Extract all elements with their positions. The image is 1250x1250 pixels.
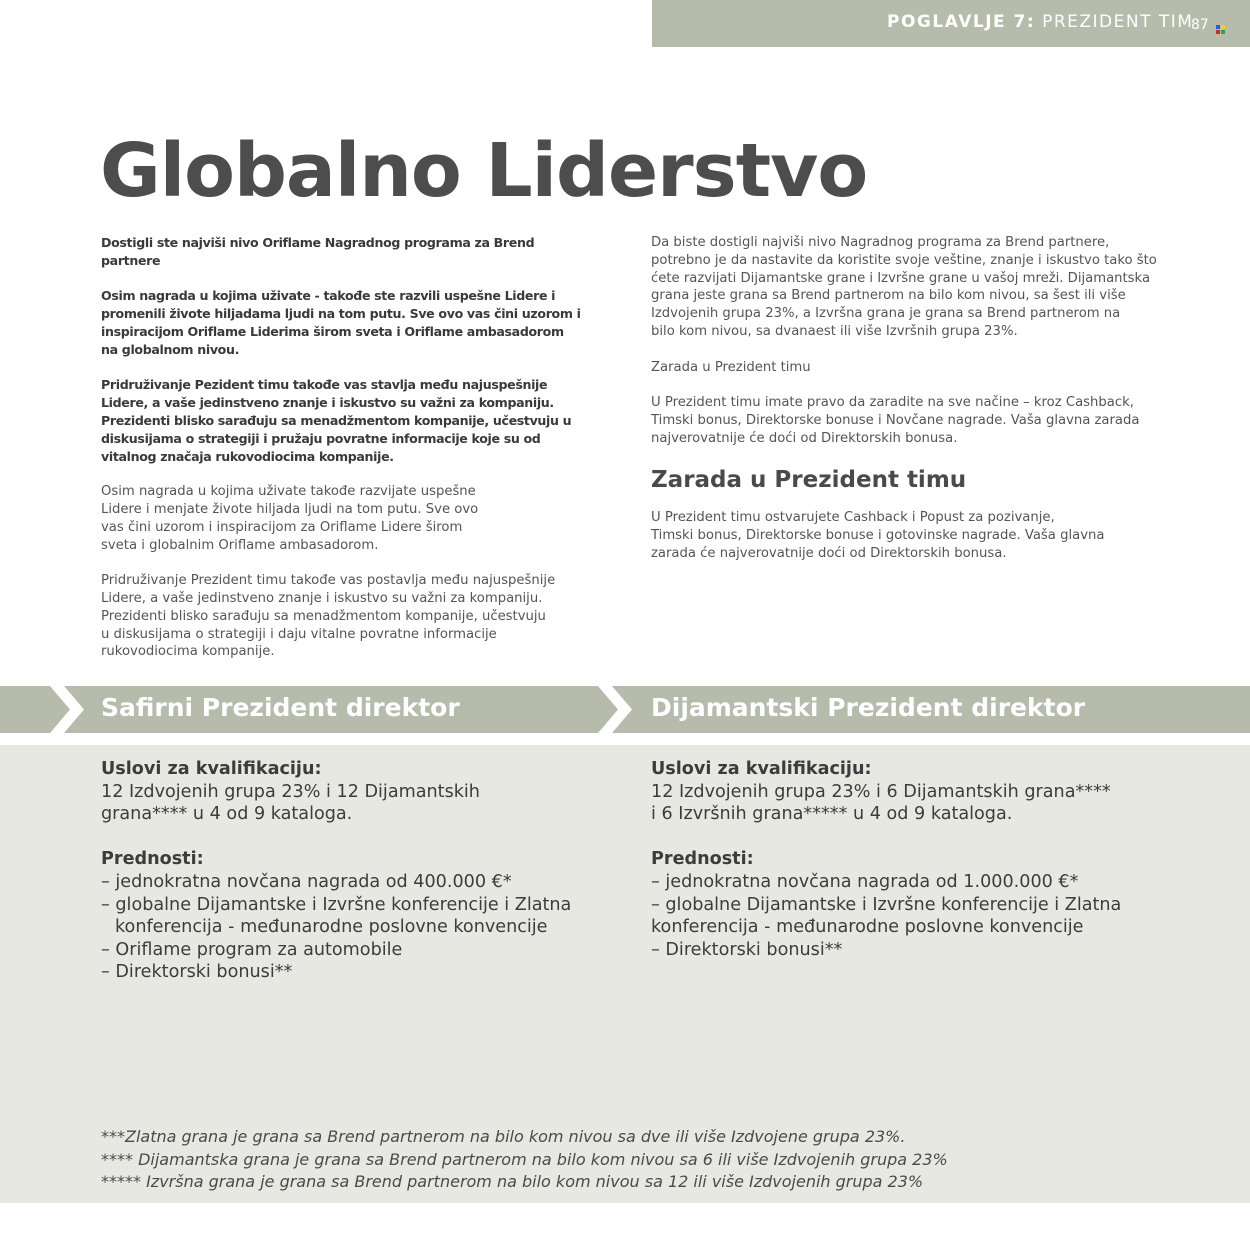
benefit-line: – globalne Dijamantske i Izvršne konferencije i Zlatna	[101, 894, 572, 915]
right-paragraph-4	[651, 509, 1161, 562]
sapphire-benefits-heading: Prednosti:	[101, 849, 204, 870]
condition-line: 12 Izdvojenih grupa 23% i 6 Dijamantskih grana****	[651, 781, 1111, 802]
sapphire-title: Safirni Prezident direktor	[101, 693, 460, 722]
sapphire-conditions-heading: Uslovi za kvalifikaciju:	[101, 759, 322, 779]
diamond-qualification	[651, 758, 1171, 961]
condition-line: i 6 Izvršnih grana***** u 4 od 9 kataloga.	[651, 804, 1013, 825]
benefit-line: konferencija - međunarodne poslovne konvencije	[651, 917, 1084, 938]
intro-paragraph-bold-2: Osim nagrada u kojima uživate - takođe ste razvili uspešne Lidere i promenili živote hiljadama ljudi na tom putu. Sve ovo vas čini uzorom i inspiracijom Oriflame Liderima širom sveta i Oriflame ambasadorom na globalnom nivou.	[101, 288, 581, 357]
intro-paragraph-4	[101, 483, 581, 554]
benefit-line: – jednokratna novčana nagrada od 1.000.000 €*	[651, 871, 1079, 892]
footnote: ***Zlatna grana je grana sa Brend partnerom na bilo kom nivou sa dve ili više Izdvojene grupa 23%.	[101, 1127, 906, 1146]
diamond-title: Dijamantski Prezident direktor	[651, 693, 1086, 722]
footnotes	[101, 1125, 948, 1193]
chapter-title	[887, 12, 1193, 32]
diamond-conditions-heading: Uslovi za kvalifikaciju:	[651, 759, 872, 779]
chapter-name: PREZIDENT TIM	[1042, 12, 1194, 32]
sapphire-qualification	[101, 758, 601, 984]
print-color-mark-icon	[1216, 25, 1225, 34]
intro-paragraph-bold-1: Dostigli ste najviši nivo Oriflame Nagradnog programa za Brend partnere	[101, 235, 535, 268]
text-line: Prezidenti blisko sarađuju sa menadžmentom kompanije, učestvuju	[101, 608, 546, 624]
text-line: vas čini uzorom i inspiracijom za Oriflame Lidere širom	[101, 519, 463, 535]
right-paragraph-3	[651, 394, 1161, 447]
footnote: ***** Izvršna grana je grana sa Brend partnerom na bilo kom nivou sa 12 ili više Izdvojenih grupa 23%	[101, 1172, 924, 1191]
text-line: Lidere, a vaše jedinstveno znanje i iskustvo su važni za kompaniju.	[101, 590, 543, 606]
benefit-line: – Direktorski bonusi**	[101, 962, 293, 983]
diamond-benefits-heading: Prednosti:	[651, 849, 754, 870]
footnote: **** Dijamantska grana je grana sa Brend partnerom na bilo kom nivou sa 6 ili više Izdvojenih grupa 23%	[101, 1150, 948, 1169]
text-line: najverovatnije će doći od Direktorskih bonusa.	[651, 430, 958, 446]
left-text-column	[101, 234, 581, 679]
text-line: u diskusijama o strategiji i daju vitalne povratne informacije	[101, 626, 497, 642]
text-line: sveta i globalnim Oriflame ambasadorom.	[101, 537, 379, 553]
text-line: U Prezident timu ostvarujete Cashback i Popust za pozivanje,	[651, 510, 1055, 526]
text-line: ćete razvijati Dijamantske grane i Izvršne grane u vašoj mreži. Dijamantska	[651, 270, 1151, 286]
text-line: bilo kom nivou, sa dvanaest ili više Izvršnih grupa 23%.	[651, 323, 1018, 339]
text-line: Lidere i menjate živote hiljada ljudi na tom putu. Sve ovo	[101, 501, 479, 517]
text-line: rukovodiocima kompanije.	[101, 644, 275, 660]
text-line: U Prezident timu imate pravo da zaradite na sve načine – kroz Cashback,	[651, 395, 1134, 411]
earnings-heading: Zarada u Prezident timu	[651, 467, 967, 494]
intro-paragraph-5	[101, 572, 581, 661]
text-line: Da biste dostigli najviši nivo Nagradnog programa za Brend partnere,	[651, 235, 1110, 250]
text-line: Timski bonus, Direktorske bonuse i gotovinske nagrade. Vaša glavna	[651, 528, 1105, 544]
text-line: grana jeste grana sa Brend partnerom na bilo kom nivou, sa šest ili više	[651, 288, 1126, 304]
text-line: Timski bonus, Direktorske bonuse i Novčane nagrade. Vaša glavna zarada	[651, 412, 1140, 428]
chevron-right-icon	[50, 686, 90, 733]
intro-paragraph-bold-3: Pridruživanje Pezident timu takođe vas stavlja među najuspešnije Lidere, a vaše jedinstveno znanje i iskustvo su važni za kompaniju. Prezidenti blisko sarađuju sa menadžmentom kompanije, učestvuju u diskusijama o strategiji i pružaju povratne informacije koje su od vitalnog značaja rukovodiocima kompanije.	[101, 377, 572, 464]
benefit-line: – Direktorski bonusi**	[651, 939, 843, 960]
right-text-column	[651, 234, 1161, 581]
text-line: potrebno je da nastavite da koristite svoje veštine, znanje i iskustvo tako što	[651, 252, 1157, 268]
chapter-label: POGLAVLJE 7:	[887, 12, 1036, 32]
chevron-right-icon	[598, 686, 638, 733]
text-line: Osim nagrada u kojima uživate takođe razvijate uspešne	[101, 484, 476, 500]
benefit-line: – globalne Dijamantske i Izvršne konferencije i Zlatna	[651, 894, 1122, 915]
text-line: Pridruživanje Prezident timu takođe vas postavlja među najuspešnije	[101, 573, 556, 589]
benefit-line: konferencija - međunarodne poslovne konvencije	[115, 917, 548, 938]
benefit-line: – Oriflame program za automobile	[101, 939, 403, 960]
condition-line: 12 Izdvojenih grupa 23% i 12 Dijamantskih	[101, 781, 480, 802]
condition-line: grana**** u 4 od 9 kataloga.	[101, 804, 353, 825]
right-paragraph-2: Zarada u Prezident timu	[651, 359, 811, 375]
page-title: Globalno Liderstvo	[100, 128, 868, 214]
benefit-line: – jednokratna novčana nagrada od 400.000 €*	[101, 871, 512, 892]
page-number: 87	[1191, 17, 1209, 33]
right-paragraph-1	[651, 234, 1161, 341]
text-line: zarada će najverovatnije doći od Direktorskih bonusa.	[651, 545, 1007, 561]
text-line: Izdvojenih grupa 23%, a Izvršna grana je grana sa Brend partnerom na	[651, 306, 1121, 322]
